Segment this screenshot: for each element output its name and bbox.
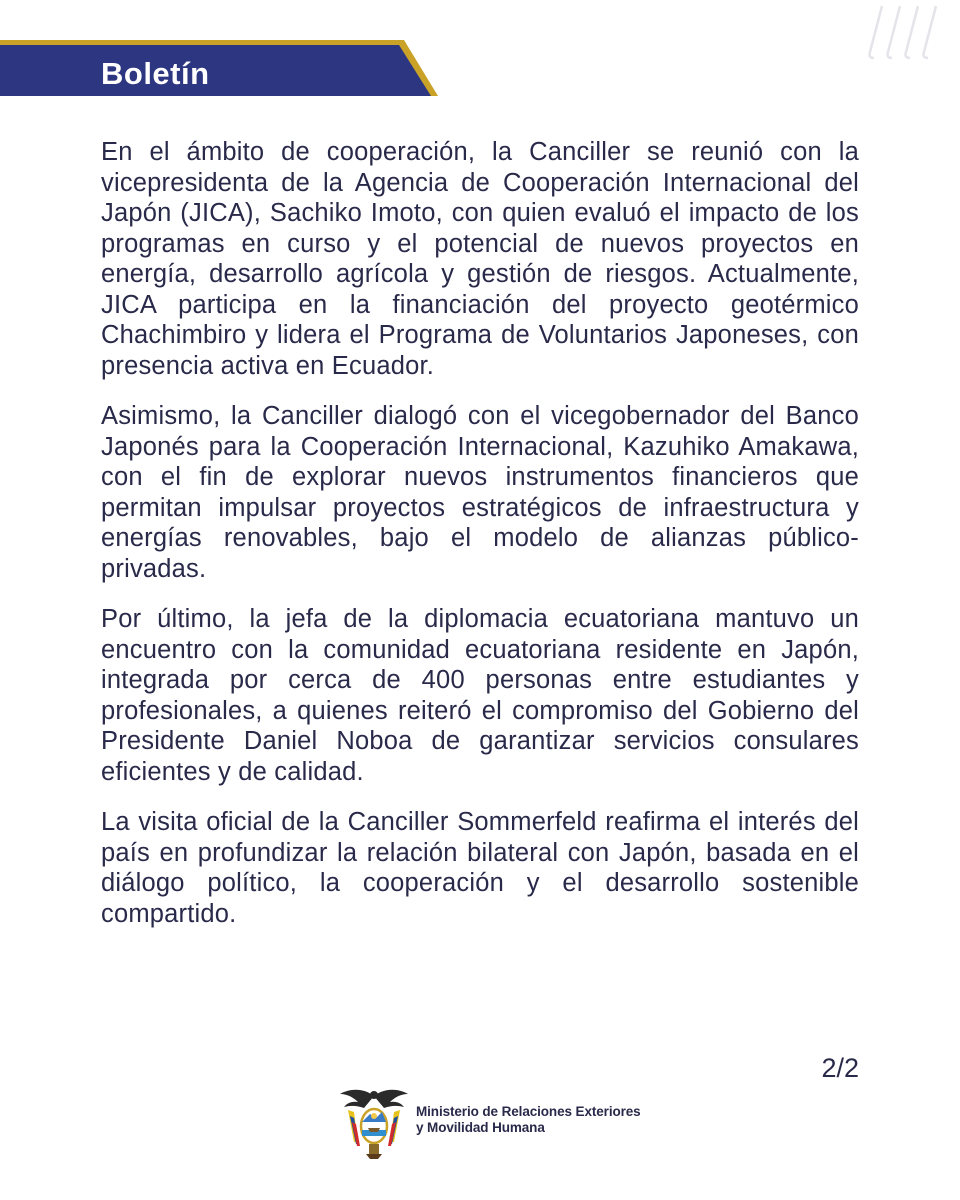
paragraph-comunidad: Por último, la jefa de la diplomacia ecuatoriana mantuvo un encuentro con la comunidad ecuatoriana residente en Japón, integrada por cerca de 400 personas entre estudiantes y profesionales, a quienes reiteró el compromiso del Gobierno del Presidente Daniel Noboa de garantizar servicios consulares eficientes y de calidad. — [101, 605, 859, 786]
ministry-logo — [338, 1082, 641, 1162]
page-number: 2/2 — [821, 1053, 859, 1083]
page-title: Boletín — [101, 56, 210, 91]
ministry-name — [416, 1104, 641, 1136]
bulletin-body — [101, 137, 859, 949]
diagonal-stripes-decoration-icon — [862, 0, 952, 62]
header-banner — [0, 40, 440, 96]
header-banner-shape — [0, 40, 440, 96]
paragraph-banco-japones: Asimismo, la Canciller dialogó con el vicegobernador del Banco Japonés para la Cooperación Internacional, Kazuhiko Amakawa, con el fin de explorar nuevos instrumentos financieros que permitan impulsar proyectos estratégicos de infraestructura y energías renovables, bajo el modelo de alianzas público-privadas. — [101, 402, 859, 583]
ecuador-coat-of-arms-icon — [338, 1082, 410, 1160]
ministry-name-line2: y Movilidad Humana — [416, 1120, 545, 1135]
paragraph-conclusion: La visita oficial de la Canciller Sommerfeld reafirma el interés del país en profundizar la relación bilateral con Japón, basada en el diálogo político, la cooperación y el desarrollo sostenible compartido. — [101, 808, 859, 928]
ministry-name-line1: Ministerio de Relaciones Exteriores — [416, 1104, 641, 1119]
paragraph-jica: En el ámbito de cooperación, la Canciller se reunió con la vicepresidenta de la Agencia de Cooperación Internacional del Japón (JICA), Sachiko Imoto, con quien evaluó el impacto de los programas en curso y el potencial de nuevos proyectos en energía, desarrollo agrícola y gestión de riesgos. Actualmente, JICA participa en la financiación del proyecto geotérmico Chachimbiro y lidera el Programa de Voluntarios Japoneses, con presencia activa en Ecuador. — [101, 138, 859, 380]
